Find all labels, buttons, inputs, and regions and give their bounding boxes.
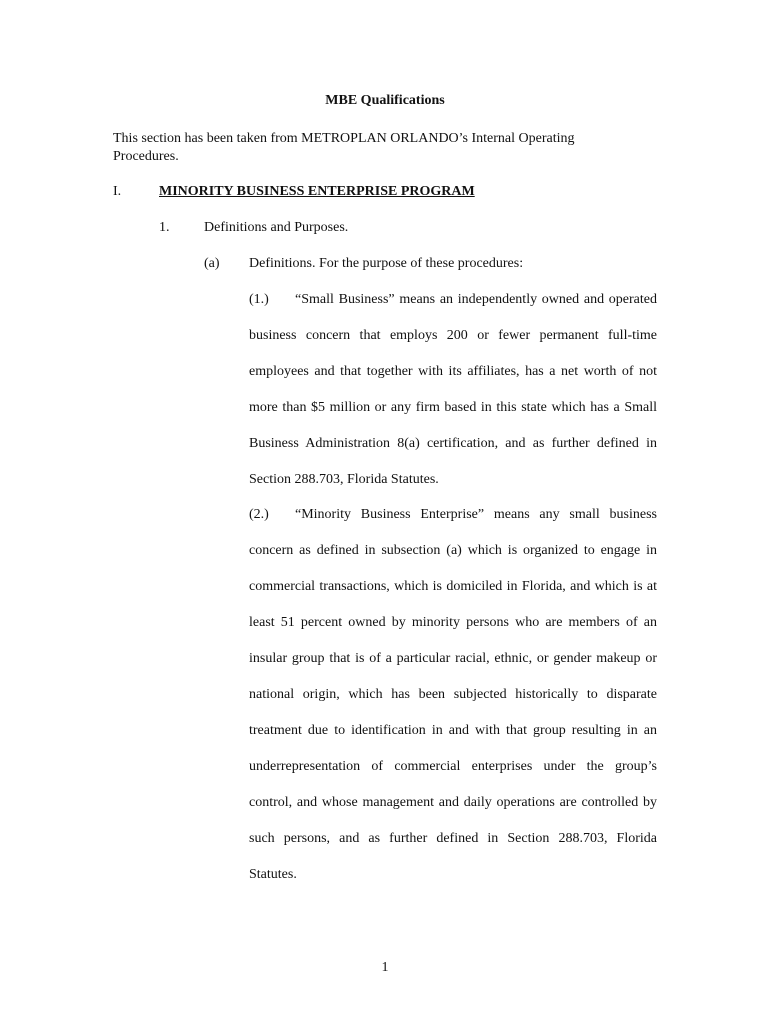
page-title: MBE Qualifications <box>325 93 445 108</box>
subsection-heading: Definitions and Purposes. <box>204 220 349 235</box>
paragraph-text: “Minority Business Enterprise” means any small business concern as defined in subsection (a) which is organized to engage in commercial transactions, which is domiciled in Florida, and which is at least 51 percent owned by minority persons who are members of an insular group that is of a particular racial, ethnic, or gender makeup or national origin, which has been subjected historically to disparate treatment due to identification in and with that group resulting in an underrepresentation of commercial enterprises under the group’s control, and whose management and daily operations are controlled by such persons, and as further defined in Section 288.703, Florida Statutes. <box>249 507 657 882</box>
definition-paragraph-small-business <box>249 282 657 498</box>
page-number: 1 <box>381 960 389 975</box>
paragraph-text: “Small Business” means an independently owned and operated business concern that employs 200 or fewer permanent full-time employees and that together with its affiliates, has a net worth of not more than $5 million or any firm based in this state which has a Small Business Administration 8(a) certification, and as further defined in Section 288.703, Florida Statutes. <box>249 292 657 487</box>
paragraph-number: (2.) <box>249 507 269 522</box>
definition-paragraph-minority-business <box>249 497 657 893</box>
paragraph-number: (1.) <box>249 292 269 307</box>
subsection-number: 1. <box>159 220 170 235</box>
section-number: I. <box>113 184 122 199</box>
section-heading: MINORITY BUSINESS ENTERPRISE PROGRAM <box>159 184 475 199</box>
subsubsection-number: (a) <box>204 256 220 271</box>
intro-text: This section has been taken from METROPLAN ORLANDO’s Internal Operating Procedures. <box>113 131 575 164</box>
subsubsection-text: Definitions. For the purpose of these procedures: <box>249 256 524 271</box>
